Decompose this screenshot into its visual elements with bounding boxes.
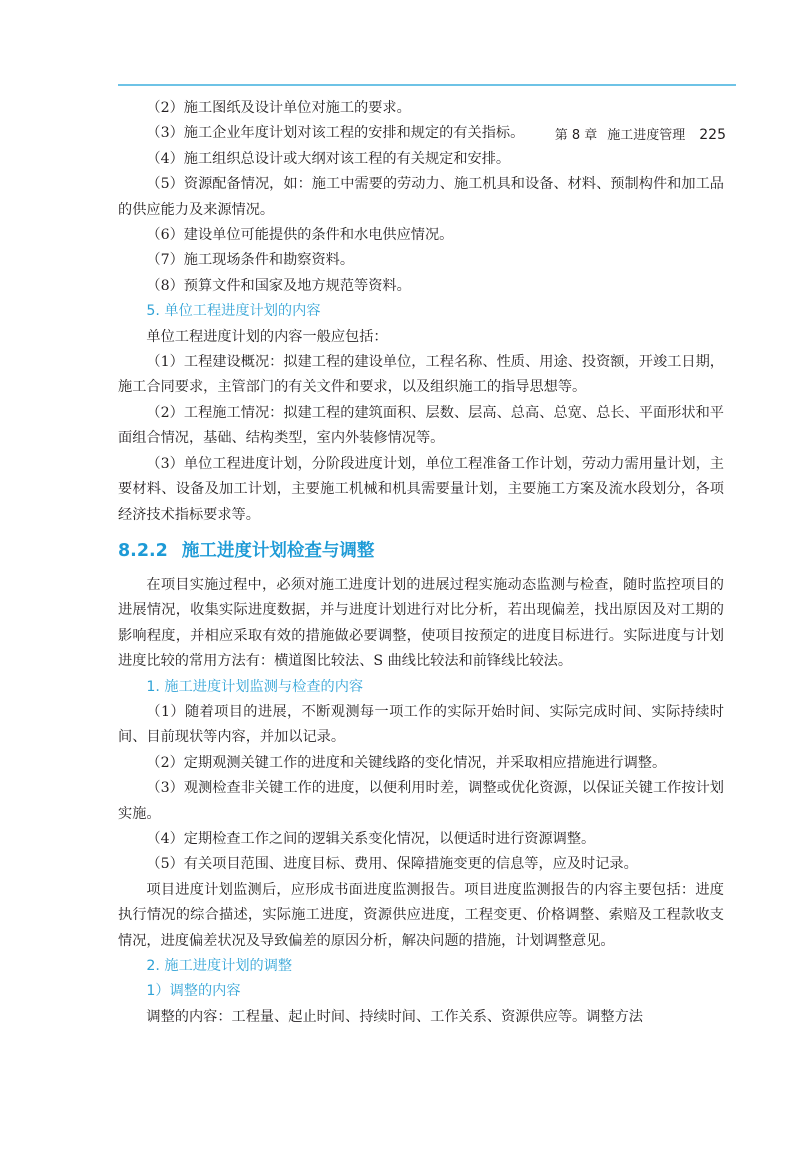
paragraph: （3）施工企业年度计划对该工程的安排和规定的有关指标。 [146, 125, 525, 142]
paragraph: （2）施工图纸及设计单位对施工的要求。 [146, 100, 411, 116]
page-body [118, 96, 724, 1030]
paragraph: （1）工程建设概况：拟建工程的建设单位，工程名称、性质、用途、投资额，开竣工日期，施工合同要求，主管部门的有关文件和要求，以及组织施工的指导思想等。 [118, 354, 724, 396]
paragraph: （2）定期观测关键工作的进度和关键线路的变化情况，并采取相应措施进行调整。 [146, 754, 667, 771]
chapter-number: 第 8 章 [554, 128, 598, 143]
paragraph: 项目进度计划监测后，应形成书面进度监测报告。项目进度监测报告的内容主要包括：进度执行情况的综合描述，实际施工进度，资源供应进度，工程变更、价格调整、索赔及工程款收支情况，进度偏差状况及导致偏差的原因分析，解决问题的措施，计划调整意见。 [118, 881, 724, 949]
paragraph: （4）施工组织总设计或大纲对该工程的有关规定和安排。 [146, 150, 511, 167]
subheading: 1. 施工进度计划监测与检查的内容 [146, 678, 364, 695]
paragraph: 调整的内容：工程量、起止时间、持续时间、工作关系、资源供应等。调整方法 [146, 1008, 643, 1025]
subheading: 5. 单位工程进度计划的内容 [146, 303, 321, 320]
paragraph: （6）建设单位可能提供的条件和水电供应情况。 [146, 227, 454, 244]
section-title: 施工进度计划检查与调整 [181, 540, 375, 561]
paragraph: （8）预算文件和国家及地方规范等资料。 [146, 277, 411, 294]
header-rule [118, 84, 736, 86]
paragraph: （3）单位工程进度计划，分阶段进度计划，单位工程准备工作计划，劳动力需用量计划，主要材料、设备及加工计划，主要施工机械和机具需要量计划，主要施工方案及流水段划分，各项经济技术指标要求等。 [118, 455, 724, 523]
subheading: 1）调整的内容 [146, 983, 241, 1000]
paragraph: （5）资源配备情况，如：施工中需要的劳动力、施工机具和设备、材料、预制构件和加工品的供应能力及来源情况。 [118, 176, 724, 218]
page-number: 225 [699, 127, 726, 143]
subheading: 2. 施工进度计划的调整 [146, 958, 293, 974]
paragraph: （1）随着项目的进展，不断观测每一项工作的实际开始时间、实际完成时间、实际持续时间、目前现状等内容，并加以记录。 [118, 703, 724, 746]
paragraph: 单位工程进度计划的内容一般应包括： [146, 328, 388, 345]
section-heading [118, 538, 724, 564]
chapter-title: 施工进度管理 [607, 128, 686, 143]
paragraph: 在项目实施过程中，必须对施工进度计划的进展过程实施动态监测与检查，随时监控项目的进展情况，收集实际进度数据，并与进度计划进行对比分析，若出现偏差，找出原因及对工期的影响程度，并相应采取有效的措施做必要调整，使项目按预定的进度目标进行。实际进度与计划进度比较的常用方法有：横道图比较法、S 曲线比较法和前锋线比较法。 [118, 576, 724, 670]
paragraph: （7）施工现场条件和勘察资料。 [146, 252, 355, 269]
section-number: 8.2.2 [118, 540, 168, 561]
paragraph: （2）工程施工情况：拟建工程的建筑面积、层数、层高、总高、总宽、总长、平面形状和平面组合情况，基础、结构类型，室内外装修情况等。 [118, 404, 724, 447]
paragraph: （3）观测检查非关键工作的进度，以便利用时差，调整或优化资源，以保证关键工作按计划实施。 [118, 780, 724, 822]
paragraph: （4）定期检查工作之间的逻辑关系变化情况，以便适时进行资源调整。 [146, 830, 596, 847]
paragraph: （5）有关项目范围、进度目标、费用、保障措施变更的信息等，应及时记录。 [146, 856, 638, 873]
